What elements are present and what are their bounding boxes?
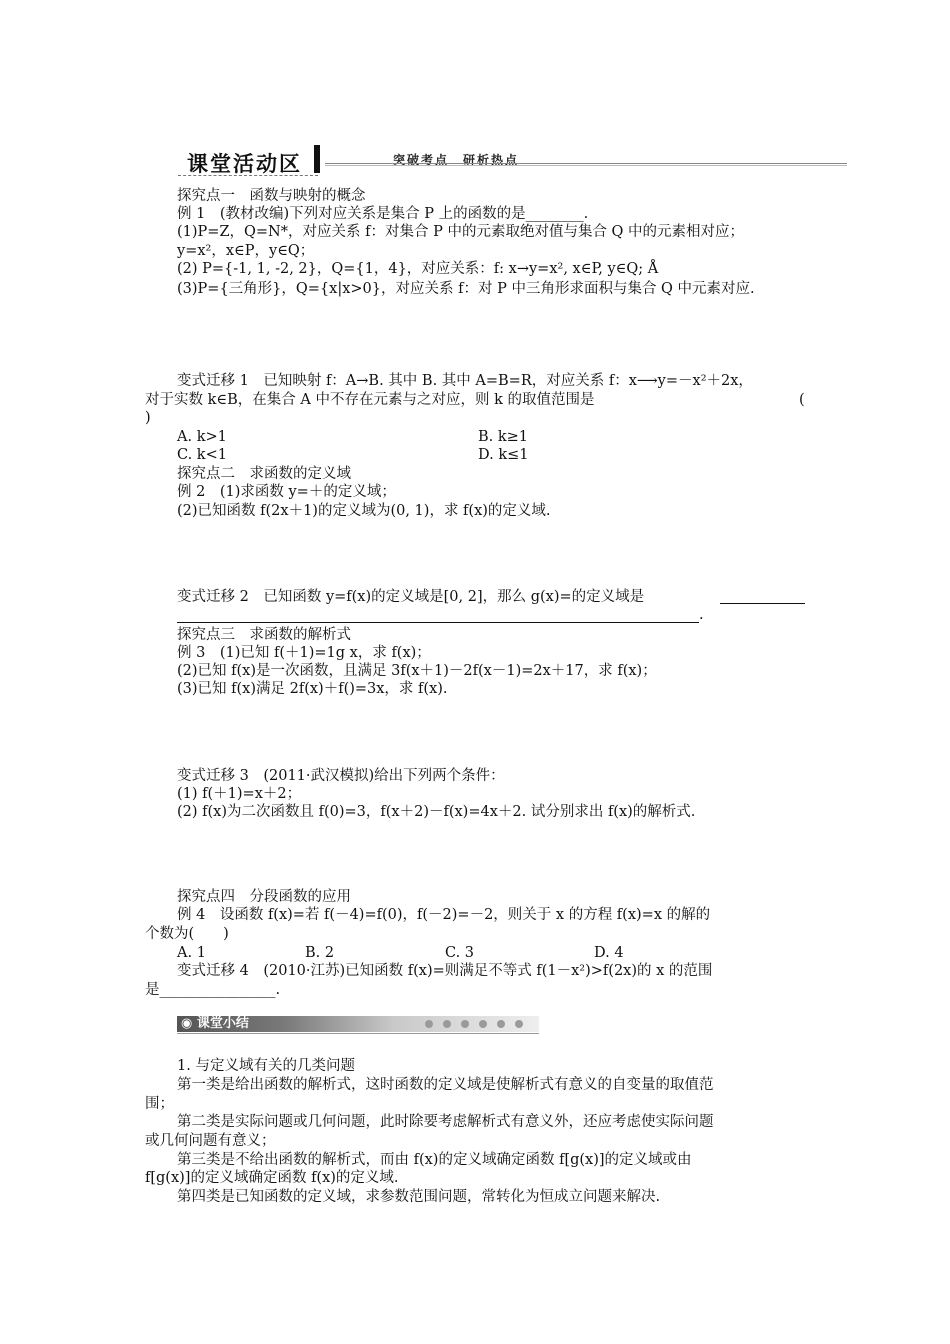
text-line-l27: 探究点四 分段函数的应用 bbox=[177, 889, 351, 905]
text-line-l32: C. 3 bbox=[445, 945, 475, 961]
text-line-l39: 第二类是实际问题或几何问题，此时除要考虑解析式有意义外，还应考虑使实际问题 bbox=[177, 1114, 714, 1130]
summary-underline bbox=[177, 1033, 539, 1034]
text-line-l19: . bbox=[699, 607, 704, 623]
text-line-l43: 第四类是已知函数的定义域，求参数范围问题，常转化为恒成立问题来解决. bbox=[177, 1189, 661, 1205]
header-divider-bar bbox=[314, 145, 320, 173]
text-line-l35: 是________________. bbox=[145, 982, 281, 998]
text-line-l09: ( bbox=[799, 392, 805, 408]
text-line-l41: 第三类是不给出函数的解析式，而由 f(x)的定义域确定函数 f[g(x)]的定义域或由 bbox=[177, 1152, 692, 1168]
text-line-l05: (2) P={-1, 1, -2, 2}，Q={1，4}，对应关系：f: x→y=x², x∈P, y∈Q; Å bbox=[177, 261, 659, 277]
decor-dot bbox=[461, 1020, 469, 1028]
text-line-l40: 或几何问题有意义； bbox=[145, 1133, 276, 1149]
text-line-l28: 例 4 设函数 f(x)=若 f(－4)=f(0)，f(－2)=－2，则关于 x 的方程 f(x)=x 的解的 bbox=[177, 907, 711, 923]
summary-label: ◉ 课堂小结 bbox=[181, 1016, 249, 1031]
text-line-l26: (2) f(x)为二次函数且 f(0)=3，f(x＋2)－f(x)=4x＋2. 试分别求出 f(x)的解析式. bbox=[177, 804, 696, 820]
answer-blank bbox=[720, 603, 805, 604]
text-line-l07: 变式迁移 1 已知映射 f：A→B. 其中 B. 其中 A=B=R，对应关系 f：x⟶y=－x²＋2x， bbox=[177, 373, 753, 389]
text-line-l31: B. 2 bbox=[305, 945, 335, 961]
text-line-l25: (1) f(＋1)=x＋2； bbox=[177, 786, 302, 802]
text-line-l20: 探究点三 求函数的解析式 bbox=[177, 627, 351, 643]
text-line-l10: ) bbox=[145, 410, 151, 426]
text-line-l42: f[g(x)]的定义域确定函数 f(x)的定义域. bbox=[145, 1170, 399, 1186]
text-line-l08: 对于实数 k∈B，在集合 A 中不存在元素与之对应，则 k 的取值范围是 bbox=[145, 392, 595, 408]
text-line-l34: 变式迁移 4 (2010·江苏)已知函数 f(x)=则满足不等式 f(1－x²)>f(2x)的 x 的范围 bbox=[177, 963, 713, 979]
text-line-l22: (2)已知 f(x)是一次函数，且满足 3f(x＋1)－2f(x－1)=2x＋17，求 f(x)； bbox=[177, 663, 657, 679]
header-rule bbox=[325, 163, 847, 166]
text-line-l02: 例 1 (教材改编)下列对应关系是集合 P 上的函数的是________. bbox=[177, 206, 589, 222]
decor-dot bbox=[425, 1020, 433, 1028]
section-title: 课堂活动区 bbox=[187, 152, 302, 176]
text-line-l23: (3)已知 f(x)满足 2f(x)＋f()=3x，求 f(x). bbox=[177, 681, 448, 697]
text-line-l21: 例 3 (1)已知 f(＋1)=1g x，求 f(x)； bbox=[177, 645, 431, 661]
text-line-l15: 探究点二 求函数的定义域 bbox=[177, 466, 351, 482]
text-line-l04: y=x²，x∈P，y∈Q； bbox=[177, 243, 315, 259]
text-line-l24: 变式迁移 3 (2011·武汉模拟)给出下列两个条件： bbox=[177, 768, 505, 784]
title-underline bbox=[178, 175, 318, 176]
text-line-l18: 变式迁移 2 已知函数 y=f(x)的定义域是[0, 2]，那么 g(x)=的定义域是 bbox=[177, 589, 645, 605]
decor-dot bbox=[443, 1020, 451, 1028]
text-line-l30: A. 1 bbox=[177, 945, 206, 961]
text-line-l17: (2)已知函数 f(2x＋1)的定义域为(0, 1)，求 f(x)的定义域. bbox=[177, 503, 551, 519]
text-line-l33: D. 4 bbox=[594, 945, 624, 961]
decor-dot bbox=[497, 1020, 505, 1028]
text-line-l01: 探究点一 函数与映射的概念 bbox=[177, 188, 366, 204]
text-line-l14: D. k≤1 bbox=[478, 447, 529, 463]
answer-blank bbox=[177, 622, 699, 623]
text-line-l13: C. k<1 bbox=[177, 447, 227, 463]
decor-dot bbox=[515, 1020, 523, 1028]
text-line-l36: 1. 与定义域有关的几类问题 bbox=[177, 1058, 355, 1074]
text-line-l03: (1)P=Z，Q=N*，对应关系 f：对集合 P 中的元素取绝对值与集合 Q 中的元素相对应； bbox=[177, 224, 745, 240]
text-line-l06: (3)P={三角形}，Q={x|x>0}，对应关系 f：对 P 中三角形求面积与集合 Q 中元素对应. bbox=[177, 281, 755, 297]
decor-dot bbox=[479, 1020, 487, 1028]
section-subtitle: 突破考点 研析热点 bbox=[393, 153, 520, 167]
text-line-l38: 围； bbox=[145, 1096, 174, 1112]
text-line-l12: B. k≥1 bbox=[478, 429, 529, 445]
text-line-l16: 例 2 (1)求函数 y=＋的定义域； bbox=[177, 484, 396, 500]
text-line-l29: 个数为( ) bbox=[145, 926, 229, 942]
text-line-l11: A. k>1 bbox=[177, 429, 227, 445]
text-line-l37: 第一类是给出函数的解析式，这时函数的定义域是使解析式有意义的自变量的取值范 bbox=[177, 1077, 714, 1093]
